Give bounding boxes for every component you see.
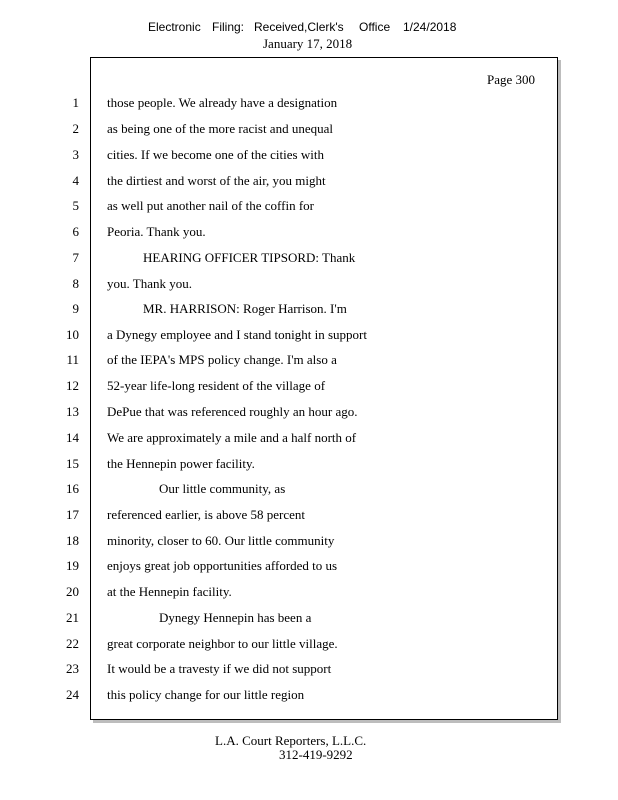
- footer-company: L.A. Court Reporters, L.L.C.: [215, 733, 367, 748]
- line-text: of the IEPA's MPS policy change. I'm also a: [107, 352, 337, 367]
- line-number: 20: [66, 584, 79, 599]
- line-text: cities. If we become one of the cities with: [107, 147, 324, 162]
- line-text: this policy change for our little region: [107, 687, 305, 702]
- line-number: 1: [72, 95, 79, 110]
- line-number: 19: [66, 558, 79, 573]
- line-number: 24: [66, 687, 79, 702]
- line-text: MR. HARRISON: Roger Harrison. I'm: [143, 301, 347, 316]
- line-number: 3: [72, 147, 79, 162]
- line-number: 12: [66, 378, 79, 393]
- line-text: great corporate neighbor to our little village.: [107, 636, 338, 651]
- filing-header-electronic: Electronic: [148, 20, 201, 34]
- line-number: 8: [72, 276, 79, 291]
- line-text: those people. We already have a designation: [107, 95, 338, 110]
- line-text: 52-year life-long resident of the village of: [107, 378, 326, 393]
- line-text: It would be a travesty if we did not support: [107, 661, 332, 676]
- line-text: at the Hennepin facility.: [107, 584, 232, 599]
- line-number: 21: [66, 610, 79, 625]
- line-text: Dynegy Hennepin has been a: [159, 610, 312, 625]
- line-number: 22: [66, 636, 79, 651]
- line-number: 10: [66, 327, 79, 342]
- line-number: 7: [72, 250, 79, 265]
- line-text: as well put another nail of the coffin for: [107, 198, 314, 213]
- line-text: the dirtiest and worst of the air, you might: [107, 173, 326, 188]
- line-number: 23: [66, 661, 79, 676]
- line-number: 15: [66, 456, 79, 471]
- line-text: enjoys great job opportunities afforded to us: [107, 558, 338, 573]
- line-number: 6: [72, 224, 79, 239]
- line-text: Peoria. Thank you.: [107, 224, 206, 239]
- line-text: Our little community, as: [159, 481, 286, 496]
- line-text: as being one of the more racist and unequal: [107, 121, 333, 136]
- line-number: 17: [66, 507, 79, 522]
- line-text: you. Thank you.: [107, 276, 192, 291]
- line-number: 18: [66, 533, 79, 548]
- line-text: We are approximately a mile and a half north of: [107, 430, 357, 445]
- hearing-date: January 17, 2018: [263, 36, 353, 51]
- filing-header-office: Office: [359, 20, 391, 34]
- line-text: referenced earlier, is above 58 percent: [107, 507, 305, 522]
- line-number: 11: [66, 352, 79, 367]
- line-text: DePue that was referenced roughly an hour ago.: [107, 404, 358, 419]
- line-number: 5: [72, 198, 79, 213]
- line-text: a Dynegy employee and I stand tonight in support: [107, 327, 367, 342]
- filing-header-received: Received,Clerk's: [254, 20, 344, 34]
- line-number: 9: [72, 301, 79, 316]
- filing-header-date: 1/24/2018: [403, 20, 457, 34]
- filing-header-filing: Filing:: [212, 20, 245, 34]
- line-number: 13: [66, 404, 79, 419]
- line-number: 4: [72, 173, 79, 188]
- line-text: minority, closer to 60. Our little community: [107, 533, 335, 548]
- line-text: HEARING OFFICER TIPSORD: Thank: [143, 250, 356, 265]
- line-number: 2: [72, 121, 79, 136]
- page-number: Page 300: [487, 72, 536, 87]
- line-text: the Hennepin power facility.: [107, 456, 255, 471]
- footer-phone: 312-419-9292: [279, 747, 353, 762]
- line-number: 16: [66, 481, 79, 496]
- line-number: 14: [66, 430, 79, 445]
